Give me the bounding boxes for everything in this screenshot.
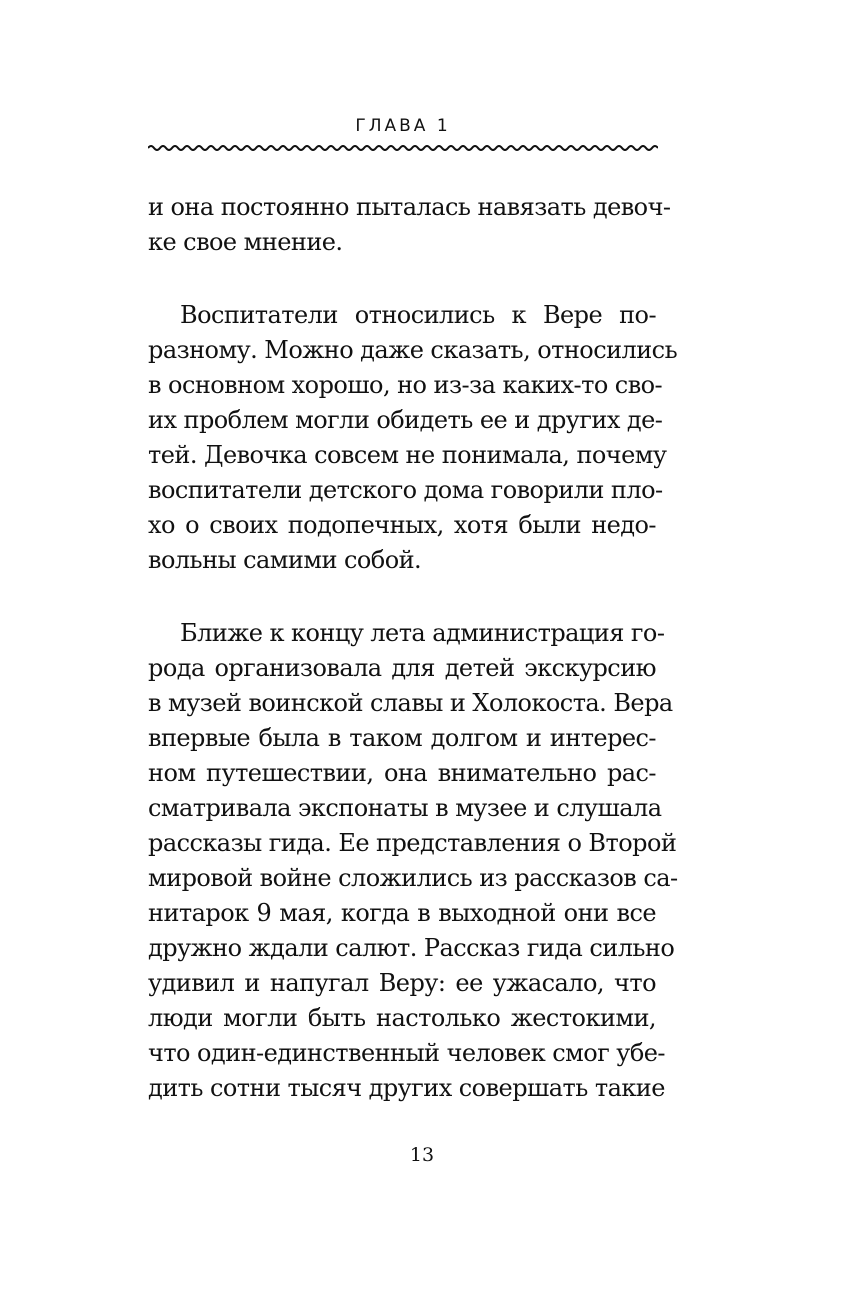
text-line: впервые была в таком долгом и интерес-	[148, 724, 656, 752]
paragraph-gap	[148, 260, 656, 298]
chapter-title: ГЛАВА 1	[355, 116, 451, 136]
wavy-divider	[148, 144, 658, 152]
text-line: ном путешествии, она внимательно рас-	[148, 759, 656, 787]
text-line: в музей воинской славы и Холокоста. Вера	[148, 689, 673, 717]
text-line: дружно ждали салют. Рассказ гида сильно	[148, 934, 675, 962]
text-line: ке свое мнение.	[148, 228, 343, 256]
text-line: нитарок 9 мая, когда в выходной они все	[148, 899, 656, 927]
text-line: и она постоянно пыталась навязать девоч-	[148, 193, 671, 221]
text-line: дить сотни тысяч других совершать такие	[148, 1074, 665, 1102]
text-line: удивил и напугал Веру: ее ужасало, что	[148, 969, 656, 997]
text-line: вольны самими собой.	[148, 546, 422, 574]
text-line: люди могли быть настолько жестокими,	[148, 1004, 656, 1032]
text-line: разному. Можно даже сказать, относились	[148, 336, 678, 364]
text-line: в основном хорошо, но из-за каких-то сво-	[148, 371, 663, 399]
text-line: тей. Девочка совсем не понимала, почему	[148, 441, 667, 469]
text-line: их проблем могли обидеть ее и других де-	[148, 406, 663, 434]
text-line: сматривала экспонаты в музее и слушала	[148, 794, 662, 822]
text-line: рода организовала для детей экскурсию	[148, 654, 656, 682]
running-header	[148, 116, 658, 152]
text-line: Воспитатели относились к Вере по-	[180, 301, 656, 329]
text-line: хо о своих подопечных, хотя были недо-	[148, 511, 656, 539]
text-line: рассказы гида. Ее представления о Второй	[148, 829, 677, 857]
text-line: мировой войне сложились из рассказов са-	[148, 864, 678, 892]
text-line: воспитатели детского дома говорили пло-	[148, 476, 663, 504]
page-number: 13	[409, 1144, 435, 1166]
paragraph-gap	[148, 578, 656, 616]
body-text	[148, 190, 678, 1106]
text-line: Ближе к концу лета администрация го-	[180, 619, 665, 647]
text-line: что один-единственный человек смог убе-	[148, 1039, 665, 1067]
